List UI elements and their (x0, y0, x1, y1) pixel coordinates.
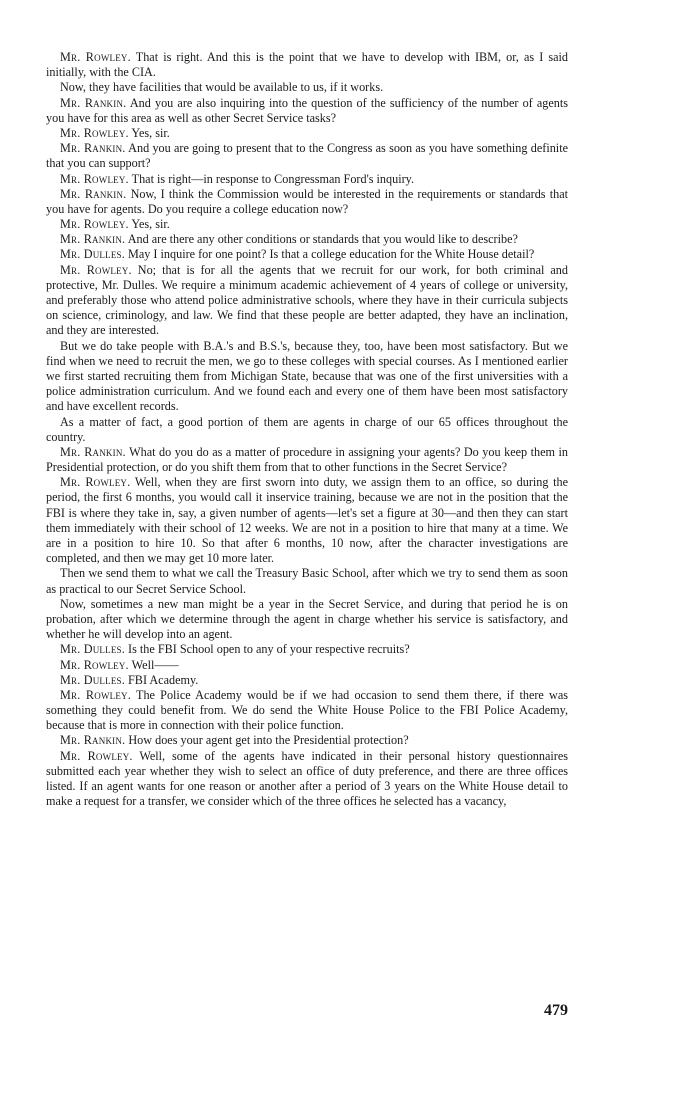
transcript-paragraph (46, 566, 568, 596)
speaker-label: Mr. Dulles. (60, 672, 125, 687)
paragraph-text: Well—— (131, 657, 179, 672)
transcript-paragraph (46, 80, 568, 95)
paragraph-text: And you are going to present that to the Congress as soon as you have something definite that you can support? (46, 141, 568, 171)
transcript-paragraph (46, 475, 568, 566)
transcript-paragraph (46, 172, 568, 187)
speaker-label: Mr. Rankin. (60, 444, 126, 459)
paragraph-text: And are there any other conditions or standards that you would like to describe? (127, 232, 518, 247)
paragraph-text: FBI Academy. (128, 672, 199, 687)
transcript-paragraph (46, 597, 568, 643)
transcript-paragraph (46, 187, 568, 217)
paragraph-text: Well, some of the agents have indicated in their personal history questionnaires submitted each year whether they wish to select an office of duty preference, and there are three offices listed. If an agent wants for one reason or another after a period of 3 years on the White House detail to make a request for a transfer, we consider which of the three offices he selected has a vacancy, (46, 748, 568, 809)
transcript-paragraph (46, 642, 568, 657)
paragraph-text: That is right. And this is the point that we have to develop with IBM, or, as I said initially, with the CIA. (46, 50, 568, 80)
transcript-paragraph (46, 263, 568, 339)
speaker-label: Mr. Rankin. (60, 95, 127, 110)
speaker-label: Mr. Dulles. (60, 247, 125, 262)
paragraph-text: Now, they have facilities that would be available to us, if it works. (60, 80, 384, 95)
speaker-label: Mr. Rankin. (60, 232, 126, 247)
paragraph-text: How does your agent get into the Presidential protection? (128, 733, 409, 748)
speaker-label: Mr. Rowley. (60, 748, 133, 763)
transcript-paragraph (46, 415, 568, 445)
speaker-label: Mr. Dulles. (60, 642, 125, 657)
transcript-paragraph (46, 673, 568, 688)
paragraph-text: What do you do as a matter of procedure in assigning your agents? Do you keep them in Presidential protection, or do you shift them from that to other functions in the Secret Service? (46, 444, 568, 475)
paragraph-text: Now, I think the Commission would be interested in the requirements or standards that you have for agents. Do you require a college education now? (46, 186, 568, 216)
speaker-label: Mr. Rowley. (60, 262, 132, 277)
transcript-paragraph (46, 126, 568, 141)
transcript-body (46, 50, 568, 809)
transcript-paragraph (46, 733, 568, 748)
speaker-label: Mr. Rowley. (60, 50, 131, 64)
paragraph-text: Yes, sir. (131, 217, 170, 232)
speaker-label: Mr. Rankin. (60, 186, 127, 201)
transcript-paragraph (46, 232, 568, 247)
paragraph-text: Is the FBI School open to any of your respective recruits? (128, 642, 410, 657)
paragraph-text: And you are also inquiring into the question of the sufficiency of the number of agents you have for this area as well as other Secret Service tasks? (46, 95, 569, 125)
page-number: 479 (544, 1002, 568, 1019)
speaker-label: Mr. Rankin. (60, 733, 126, 748)
paragraph-text: The Police Academy would be if we had occasion to send them there, if there was something they could benefit from. We do send the White House Police to the FBI Police Academy, because that is more in connection with their police function. (46, 687, 568, 733)
speaker-label: Mr. Rowley. (60, 657, 129, 672)
paragraph-text: That is right—in response to Congressman Ford's inquiry. (131, 171, 415, 186)
transcript-paragraph (46, 339, 568, 415)
transcript-paragraph (46, 688, 568, 734)
transcript-paragraph (46, 658, 568, 673)
transcript-paragraph (46, 50, 568, 80)
speaker-label: Mr. Rowley. (60, 475, 131, 490)
paragraph-text: Then we send them to what we call the Treasury Basic School, after which we try to send them as soon as practical to our Secret Service School. (46, 566, 568, 596)
transcript-paragraph (46, 445, 568, 475)
paragraph-text: May I inquire for one point? Is that a college education for the White House detail? (128, 247, 535, 262)
speaker-label: Mr. Rowley. (60, 125, 129, 140)
paragraph-text: Yes, sir. (131, 125, 170, 140)
transcript-paragraph (46, 247, 568, 262)
transcript-paragraph (46, 96, 568, 126)
transcript-paragraph (46, 141, 568, 171)
speaker-label: Mr. Rowley. (60, 171, 129, 186)
speaker-label: Mr. Rowley. (60, 217, 129, 232)
transcript-paragraph (46, 749, 568, 810)
paragraph-text: As a matter of fact, a good portion of them are agents in charge of our 65 offices throughout the country. (46, 414, 568, 444)
paragraph-text: No; that is for all the agents that we recruit for our work, for both criminal and protective, Mr. Dulles. We require a minimum academic achievement of 4 years of college or university, and preferably those who attend police administrative schools, where they have in their curricula subjects on science, criminology, and law. We find that these people are better adapted, they have an inclination, and they are interested. (46, 262, 568, 338)
transcript-paragraph (46, 217, 568, 232)
paragraph-text: But we do take people with B.A.'s and B.S.'s, because they, too, have been most satisfactory. But we find when we need to recruit the men, we go to these colleges with special courses. As I mentioned earlier we first started recruiting them from Michigan State, because that was one of the first universities with a police administration curriculum. And we found each and every one of them have been most satisfactory and have excellent records. (46, 338, 568, 414)
speaker-label: Mr. Rowley. (60, 687, 131, 702)
speaker-label: Mr. Rankin. (60, 141, 126, 156)
paragraph-text: Well, when they are first sworn into duty, we assign them to an office, so during the period, the first 6 months, you would call it inservice training, because we are not in the position that the FBI is where they take in, say, a given number of agents—let's set a figure at 30—and then they can start them immediately with their school of 12 weeks. We are not in a position to hire that many at a time. We are in a position to hire 10. So that after 6 months, 10 now, after the character investigations are completed, and then we may get 10 more later. (46, 475, 569, 566)
paragraph-text: Now, sometimes a new man might be a year in the Secret Service, and during that period he is on probation, after which we determine through the agent in charge whether his service is satisfactory, and whether he will develop into an agent. (46, 596, 568, 642)
